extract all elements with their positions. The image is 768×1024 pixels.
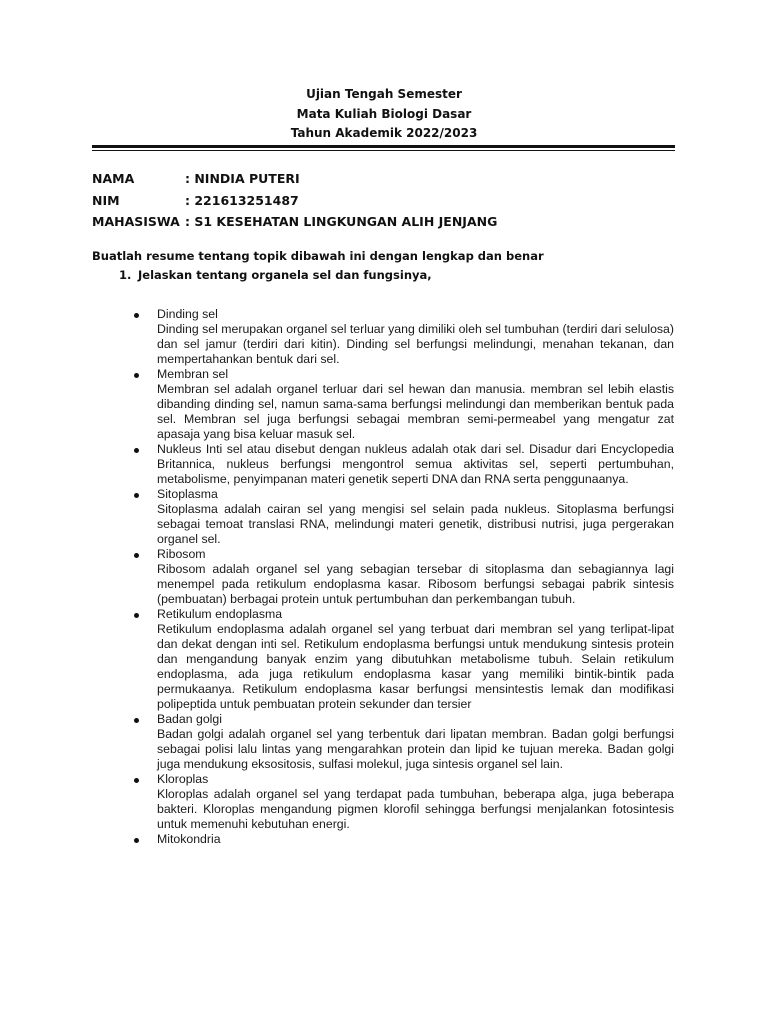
organelle-description: Kloroplas adalah organel sel yang terdapat pada tumbuhan, beberapa alga, juga beberapa bakteri. Kloroplas mengandung pigmen klorofil sehingga berfungsi menjalankan fotosintesis untuk memenuhi kebutuhan energi. (157, 787, 674, 831)
list-item (132, 832, 674, 847)
bullet-icon (134, 493, 139, 498)
organelle-list (132, 307, 674, 847)
list-item (132, 772, 674, 832)
identity-value: : NINDIA PUTERI (185, 171, 300, 186)
question-item (119, 268, 432, 282)
identity-label: NAMA (92, 171, 135, 186)
bullet-icon (134, 613, 139, 618)
question-text: Jelaskan tentang organela sel dan fungsinya, (138, 268, 432, 282)
organelle-description: Badan golgi adalah organel sel yang terbentuk dari lipatan membran. Badan golgi berfungsi sebagai polisi lalu lintas yang mengarahkan protein dan lipid ke tujuan mereka. Badan golgi juga mendukung eksositosis, sulfasi molekul, juga sintesis organel sel lain. (157, 727, 674, 771)
header-academic-year: Tahun Akademik 2022/2023 (290, 126, 478, 140)
identity-row-name (92, 168, 497, 190)
organelle-title: Kloroplas (157, 772, 209, 786)
identity-row-program (92, 211, 497, 233)
organelle-description: Dinding sel merupakan organel sel terluar yang dimiliki oleh sel tumbuhan (terdiri dari selulosa) dan sel jamur (terdiri dari kitin). Dinding sel berfungsi melindungi, menahan tekanan, dan mempertahankan bentuk dari sel. (157, 322, 674, 366)
list-item (132, 367, 674, 442)
list-item (132, 487, 674, 547)
exam-header (0, 85, 768, 144)
identity-label: MAHASISWA (92, 214, 180, 229)
bullet-icon (134, 553, 139, 558)
header-divider-thin (92, 150, 675, 151)
student-identity (92, 168, 497, 233)
list-item (132, 712, 674, 772)
list-item (132, 607, 674, 712)
organelle-title: Sitoplasma (157, 487, 218, 501)
list-item (132, 307, 674, 367)
bullet-icon (134, 448, 139, 453)
organelle-title: Nukleus Inti sel atau disebut dengan nukleus adalah otak dari sel. Disadur dari Encyclopedia Britannica, nukleus berfungsi mengontrol semua aktivitas sel, seperti pertumbuhan, metabolisme, penyimpanan materi genetik seperti DNA dan RNA serta penggunaanya. (157, 442, 674, 486)
organelle-title: Badan golgi (157, 712, 222, 726)
bullet-icon (134, 313, 139, 318)
organelle-title: Mitokondria (157, 832, 221, 846)
identity-row-nim (92, 190, 497, 212)
identity-label: NIM (92, 192, 120, 208)
identity-value: : 221613251487 (185, 192, 299, 208)
instruction-text: Buatlah resume tentang topik dibawah ini dengan lengkap dan benar (92, 249, 544, 263)
organelle-title: Ribosom (157, 547, 206, 561)
header-divider-thick (92, 145, 675, 148)
list-item (132, 547, 674, 607)
bullet-icon (134, 373, 139, 378)
organelle-title: Retikulum endoplasma (157, 607, 283, 621)
header-course: Mata Kuliah Biologi Dasar (296, 106, 472, 121)
bullet-icon (134, 838, 139, 843)
organelle-description: Retikulum endoplasma adalah organel sel yang terbuat dari membran sel yang terlipat-lipat dan dekat dengan inti sel. Retikulum endoplasma berfungsi untuk mendukung sintesis protein dan mengandung banyak enzim yang dibutuhkan metabolisme tubuh. Selain retikulum endoplasma, ada juga retikulum endoplasma kasar yang memiliki bintik-bintik pada permukaanya. Retikulum endoplasma kasar berfungsi mensintestis lemak dan modifikasi polipeptida untuk pembuatan protein sekunder dan tersier (157, 622, 674, 711)
bullet-icon (134, 778, 139, 783)
organelle-description: Ribosom adalah organel sel yang sebagian tersebar di sitoplasma dan sebagiannya lagi menempel pada retikulum endoplasma kasar. Ribosom berfungsi sebagai pabrik sintesis (pembuatan) berbagai protein untuk pertumbuhan dan perkembangan tubuh. (157, 562, 674, 606)
bullet-icon (134, 718, 139, 723)
list-item (132, 442, 674, 487)
organelle-description: Membran sel adalah organel terluar dari sel hewan dan manusia. membran sel lebih elastis dibanding dinding sel, namun sama-sama berfungsi melindungi dan memberikan bentuk pada sel. Membran sel juga berfungsi sebagai membran semi-permeabel yang mengatur zat apasaja yang bisa keluar masuk sel. (157, 382, 674, 441)
organelle-title: Membran sel (157, 367, 229, 381)
organelle-description: Sitoplasma adalah cairan sel yang mengisi sel selain pada nukleus. Sitoplasma berfungsi sebagai temoat translasi RNA, melindungi materi genetik, distribusi nutrisi, juga pergerakan organel sel. (157, 502, 674, 546)
header-exam-title: Ujian Tengah Semester (306, 87, 462, 101)
question-number: 1. (119, 268, 132, 282)
identity-value: : S1 KESEHATAN LINGKUNGAN ALIH JENJANG (185, 214, 498, 229)
organelle-title: Dinding sel (157, 307, 218, 321)
